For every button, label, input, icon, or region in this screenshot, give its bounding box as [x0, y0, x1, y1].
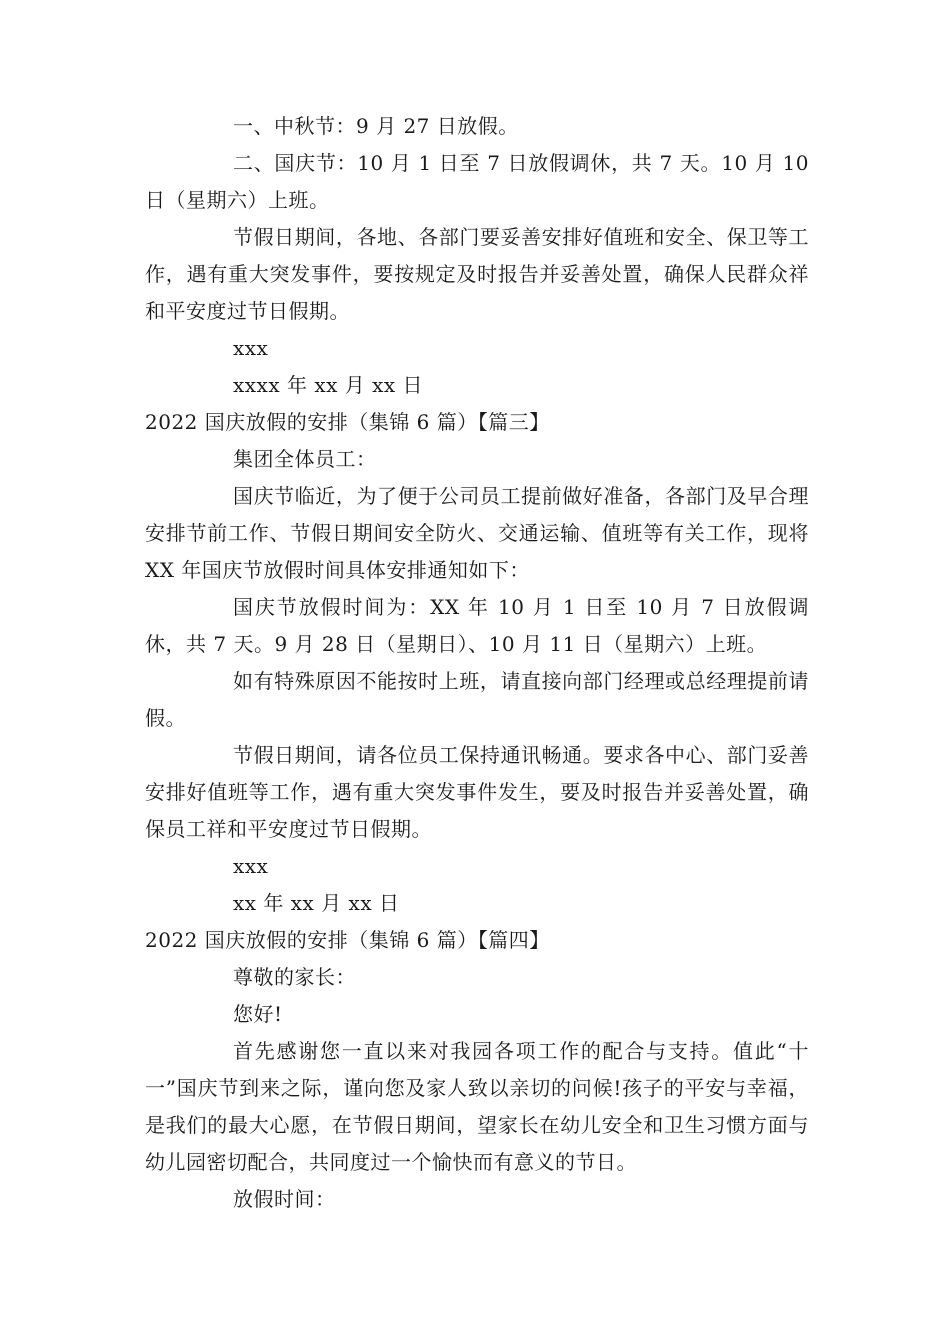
- salutation: 您好!: [233, 1002, 283, 1026]
- signer: xxx: [233, 336, 269, 360]
- holiday-time-label: 放假时间：: [233, 1187, 336, 1211]
- national-day-item: 二、国庆节：10 月 1 日至 7 日放假调休，共 7 天。10 月 10 日（星期六）上班。: [145, 151, 809, 212]
- mid-autumn-item: 一、中秋节：9 月 27 日放假。: [233, 114, 519, 138]
- section-heading-4: 2022 国庆放假的安排（集锦 6 篇）【篇四】: [145, 928, 550, 952]
- holiday-time-paragraph: 国庆节放假时间为：XX 年 10 月 1 日至 10 月 7 日放假调休，共 7 天。9 月 28 日（星期日）、10 月 11 日（星期六）上班。: [145, 595, 809, 656]
- duty-paragraph: 节假日期间，各地、各部门要妥善安排好值班和安全、保卫等工作，遇有重大突发事件，要按规定及时报告并妥善处置，确保人民群众祥和平安度过节日假期。: [145, 225, 809, 323]
- contact-duty-paragraph: 节假日期间，请各位员工保持通讯畅通。要求各中心、部门妥善安排好值班等工作，遇有重大突发事件发生，要及时报告并妥善处置，确保员工祥和平安度过节日假期。: [145, 743, 809, 841]
- greeting: 尊敬的家长：: [233, 965, 356, 989]
- leave-request-paragraph: 如有特殊原因不能按时上班，请直接向部门经理或总经理提前请假。: [145, 669, 809, 730]
- signature-date: xxxx 年 xx 月 xx 日: [233, 373, 424, 397]
- signer: xxx: [233, 854, 269, 878]
- parent-letter-paragraph: 首先感谢您一直以来对我园各项工作的配合与支持。值此“十一”国庆节到来之际，谨向您及家人致以亲切的问候!孩子的平安与幸福，是我们的最大心愿，在节假日期间，望家长在幼儿安全和卫生习惯方面与幼儿园密切配合，共同度过一个愉快而有意义的节日。: [145, 1039, 809, 1174]
- notice-intro-paragraph: 国庆节临近，为了便于公司员工提前做好准备，各部门及早合理安排节前工作、节假日期间安全防火、交通运输、值班等有关工作，现将 XX 年国庆节放假时间具体安排通知如下：: [145, 484, 809, 582]
- signature-date: xx 年 xx 月 xx 日: [233, 891, 400, 915]
- document-page: [145, 108, 809, 1218]
- section-heading-3: 2022 国庆放假的安排（集锦 6 篇）【篇三】: [145, 410, 550, 434]
- greeting: 集团全体员工：: [233, 447, 377, 471]
